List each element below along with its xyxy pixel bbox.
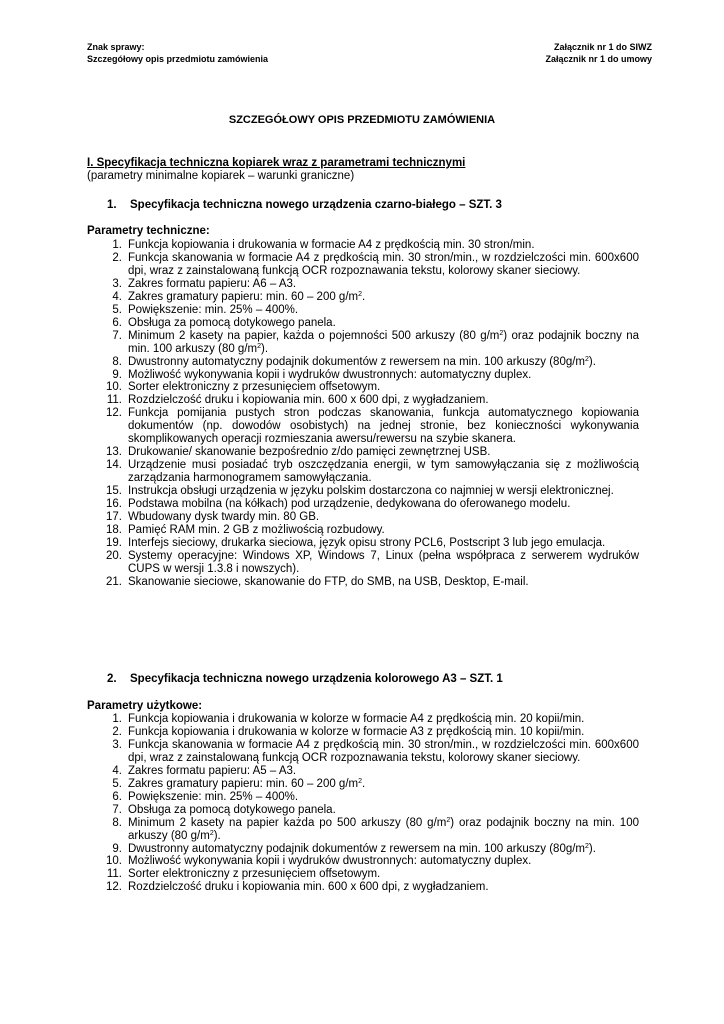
item-number: 3. xyxy=(112,277,122,290)
item-text: Urządzenie musi posiadać tryb oszczędzania energii, w tym samowyłączania się z możliwością zarządzania harmonogramem samowyłączania. xyxy=(128,459,639,485)
superscript: 2 xyxy=(209,829,214,837)
device-1-number: 1. xyxy=(107,199,117,211)
list-item xyxy=(87,239,639,252)
device-2-params-label: Parametry użytkowe: xyxy=(87,700,203,712)
superscript: 2 xyxy=(257,342,262,350)
item-text: Funkcja kopiowania i drukowania w kolorze w formacie A3 z prędkością min. 10 kopii/min. xyxy=(128,725,585,738)
list-item xyxy=(87,278,639,291)
text-part: Dwustronny automatyczny podajnik dokumentów z rewersem na min. 100 arkuszy (80g/m xyxy=(128,842,586,855)
text-part: Dwustronny automatyczny podajnik dokumentów z rewersem na min. 100 arkuszy (80g/m xyxy=(128,355,586,368)
list-item xyxy=(87,524,639,537)
device-1-heading-text: Specyfikacja techniczna nowego urządzenia czarno-białego – SZT. 3 xyxy=(130,199,502,211)
item-text: Rozdzielczość druku i kopiowania min. 600 x 600 dpi, z wygładzaniem. xyxy=(128,394,489,407)
list-item xyxy=(87,394,639,407)
list-item xyxy=(87,498,639,511)
item-text: Systemy operacyjne: Windows XP, Windows 7, Linux (pełna współpraca z serwerem wydruków CUPS w wersji 1.3.8 i nowszych). xyxy=(128,549,639,575)
superscript: 2 xyxy=(585,355,589,363)
item-number: 3. xyxy=(112,738,122,751)
list-item xyxy=(87,843,639,856)
item-number: 9. xyxy=(112,368,122,381)
case-number-label: Znak sprawy: xyxy=(87,42,145,52)
item-number: 5. xyxy=(112,777,122,790)
item-text xyxy=(128,356,639,369)
list-item xyxy=(87,407,639,446)
list-item xyxy=(87,713,639,726)
list-item xyxy=(87,855,639,868)
list-item xyxy=(87,317,639,330)
list-item xyxy=(87,459,639,485)
item-number: 17. xyxy=(106,511,122,524)
list-item xyxy=(87,804,639,817)
list-item xyxy=(87,778,639,791)
superscript: 2 xyxy=(585,842,589,850)
text-part: Zakres gramatury papieru: min. 60 – 200 g/m xyxy=(128,290,359,303)
item-text: Powiększenie: min. 25% – 400%. xyxy=(128,790,299,803)
list-item xyxy=(87,252,639,278)
superscript: 2 xyxy=(358,777,363,785)
item-text: Skanowanie sieciowe, skanowanie do FTP, do SMB, na USB, Desktop, E-mail. xyxy=(128,575,529,588)
item-text: Powiększenie: min. 25% – 400%. xyxy=(128,303,299,316)
item-number: 19. xyxy=(106,536,122,549)
device-1-params-label: Parametry techniczne: xyxy=(87,225,210,237)
list-item xyxy=(87,576,639,589)
item-number: 15. xyxy=(106,485,122,498)
list-item xyxy=(87,356,639,369)
item-text: Rozdzielczość druku i kopiowania min. 600 x 600 dpi, z wygładzaniem. xyxy=(128,881,489,894)
item-number: 2. xyxy=(112,251,122,264)
text-part: ). xyxy=(588,842,596,855)
list-item xyxy=(87,791,639,804)
item-text: Zakres formatu papieru: A5 – A3. xyxy=(128,764,297,777)
item-number: 8. xyxy=(112,816,122,829)
device-2-number: 2. xyxy=(107,673,117,685)
item-text: Funkcja skanowania w formacie A4 z prędkością min. 30 stron/min., w rozdzielczości min. 600x600 dpi, wraz z zainstalowaną funkcją OCR rozpoznawania tekstu, kolorowy skaner sieciowy. xyxy=(128,738,639,764)
item-number: 11. xyxy=(106,394,122,407)
item-text: Obsługa za pomocą dotykowego panela. xyxy=(128,803,336,816)
item-number: 14. xyxy=(106,459,122,472)
text-part: ). xyxy=(588,355,596,368)
superscript: 2 xyxy=(358,290,363,298)
item-text: Funkcja kopiowania i drukowania w kolorze w formacie A4 z prędkością min. 20 kopii/min. xyxy=(128,713,585,725)
item-number: 1. xyxy=(112,239,122,251)
list-item xyxy=(87,511,639,524)
item-text: Funkcja kopiowania i drukowania w formacie A4 z prędkością min. 30 stron/min. xyxy=(128,239,535,251)
item-text xyxy=(128,817,639,843)
list-item xyxy=(87,868,639,881)
list-item xyxy=(87,446,639,459)
list-item xyxy=(87,550,639,576)
item-number: 5. xyxy=(112,303,122,316)
item-text xyxy=(128,843,639,856)
item-text xyxy=(128,778,639,791)
page-header xyxy=(87,42,652,65)
item-number: 10. xyxy=(106,381,122,394)
text-part: ). xyxy=(261,342,269,355)
device-1-params-list xyxy=(87,239,639,589)
text-part: Minimum 2 kasety na papier każda po 500 arkuszy (80 g/m xyxy=(128,816,447,829)
item-text xyxy=(128,291,639,304)
item-text: Sorter elektroniczny z przesunięciem offsetowym. xyxy=(128,381,381,394)
list-item xyxy=(87,304,639,317)
device-2-heading xyxy=(107,673,503,685)
item-text: Podstawa mobilna (na kółkach) pod urządzenie, dedykowana do oferowanego modelu. xyxy=(128,498,571,511)
list-item xyxy=(87,291,639,304)
item-number: 12. xyxy=(106,407,122,420)
text-part: . xyxy=(362,290,366,303)
item-number: 7. xyxy=(112,329,122,342)
text-part: Zakres gramatury papieru: min. 60 – 200 g/m xyxy=(128,777,359,790)
item-number: 20. xyxy=(106,549,122,562)
section-1-title: I. Specyfikacja techniczna kopiarek wraz z parametrami technicznymi xyxy=(87,157,466,169)
item-number: 13. xyxy=(106,446,122,459)
item-text: Obsługa za pomocą dotykowego panela. xyxy=(128,316,336,329)
section-1-subtitle: (parametry minimalne kopiarek – warunki graniczne) xyxy=(87,170,355,182)
item-number: 1. xyxy=(112,713,122,725)
text-part: ). xyxy=(213,829,221,842)
list-item xyxy=(87,537,639,550)
list-item xyxy=(87,381,639,394)
item-text: Sorter elektroniczny z przesunięciem offsetowym. xyxy=(128,868,381,881)
item-text: Instrukcja obsługi urządzenia w języku polskim dostarczona co najmniej w wersji elektronicznej. xyxy=(128,485,614,498)
item-number: 12. xyxy=(106,881,122,894)
device-2-heading-text: Specyfikacja techniczna nowego urządzenia kolorowego A3 – SZT. 1 xyxy=(130,673,503,685)
list-item xyxy=(87,817,639,843)
item-number: 7. xyxy=(112,803,122,816)
list-item xyxy=(87,881,639,894)
list-item xyxy=(87,765,639,778)
item-number: 6. xyxy=(112,316,122,329)
item-number: 11. xyxy=(106,868,122,881)
text-part: Minimum 2 kasety na papier, każda o pojemności 500 arkuszy (80 g/m xyxy=(128,329,500,342)
text-part: ) oraz podajnik boczny na min. 100 arkuszy (80 g/m xyxy=(128,329,639,355)
item-number: 6. xyxy=(112,790,122,803)
item-number: 16. xyxy=(106,498,122,511)
list-item xyxy=(87,330,639,356)
item-text: Interfejs sieciowy, drukarka sieciowa, język opisu strony PCL6, Postscript 3 lub jego emulacja. xyxy=(128,536,606,549)
item-text: Funkcja skanowania w formacie A4 z prędkością min. 30 stron/min., w rozdzielczości min. 600x600 dpi, wraz z zainstalowaną funkcją OCR rozpoznawania tekstu, kolorowy skaner sieciowy. xyxy=(128,251,639,277)
item-text xyxy=(128,330,639,356)
text-part: . xyxy=(362,777,366,790)
superscript: 2 xyxy=(499,329,504,337)
item-number: 21. xyxy=(106,575,122,588)
superscript: 2 xyxy=(446,816,451,824)
header-doc-name: Szczegółowy opis przedmiotu zamówienia xyxy=(87,53,269,64)
section-1 xyxy=(87,157,465,183)
list-item xyxy=(87,369,639,382)
device-1-heading xyxy=(107,199,502,211)
item-text: Drukowanie/ skanowanie bezpośrednio z/do pamięci zewnętrznej USB. xyxy=(128,446,491,459)
device-2-params-list xyxy=(87,713,639,894)
item-text: Funkcja pomijania pustych stron podczas skanowania, funkcja automatycznego kopiowania dokumentów (np. dowodów osobistych) na jednej stronie, bez konieczności wykonywania skomplikowanych operacji rozmieszania awersu/rewersu na szybie skanera. xyxy=(128,407,639,446)
item-text: Wbudowany dysk twardy min. 80 GB. xyxy=(128,511,320,524)
item-number: 4. xyxy=(112,764,122,777)
attachment-contract: Załącznik nr 1 do umowy xyxy=(545,53,652,64)
list-item xyxy=(87,485,639,498)
list-item xyxy=(87,739,639,765)
item-text: Możliwość wykonywania kopii i wydruków dwustronnych: automatyczny duplex. xyxy=(128,855,532,868)
item-number: 4. xyxy=(112,290,122,303)
attachment-siwz: Załącznik nr 1 do SIWZ xyxy=(553,42,652,52)
list-item xyxy=(87,726,639,739)
item-number: 9. xyxy=(112,842,122,855)
item-text: Możliwość wykonywania kopii i wydruków dwustronnych: automatyczny duplex. xyxy=(128,368,532,381)
item-text: Pamięć RAM min. 2 GB z możliwością rozbudowy. xyxy=(128,523,385,536)
item-number: 8. xyxy=(112,355,122,368)
item-number: 2. xyxy=(112,725,122,738)
item-text: Zakres formatu papieru: A6 – A3. xyxy=(128,277,297,290)
document-title: SZCZEGÓŁOWY OPIS PRZEDMIOTU ZAMÓWIENIA xyxy=(228,114,496,126)
text-part: ) oraz podajnik boczny na min. 100 arkuszy (80 g/m xyxy=(128,816,639,842)
item-number: 18. xyxy=(106,523,122,536)
item-number: 10. xyxy=(106,855,122,868)
